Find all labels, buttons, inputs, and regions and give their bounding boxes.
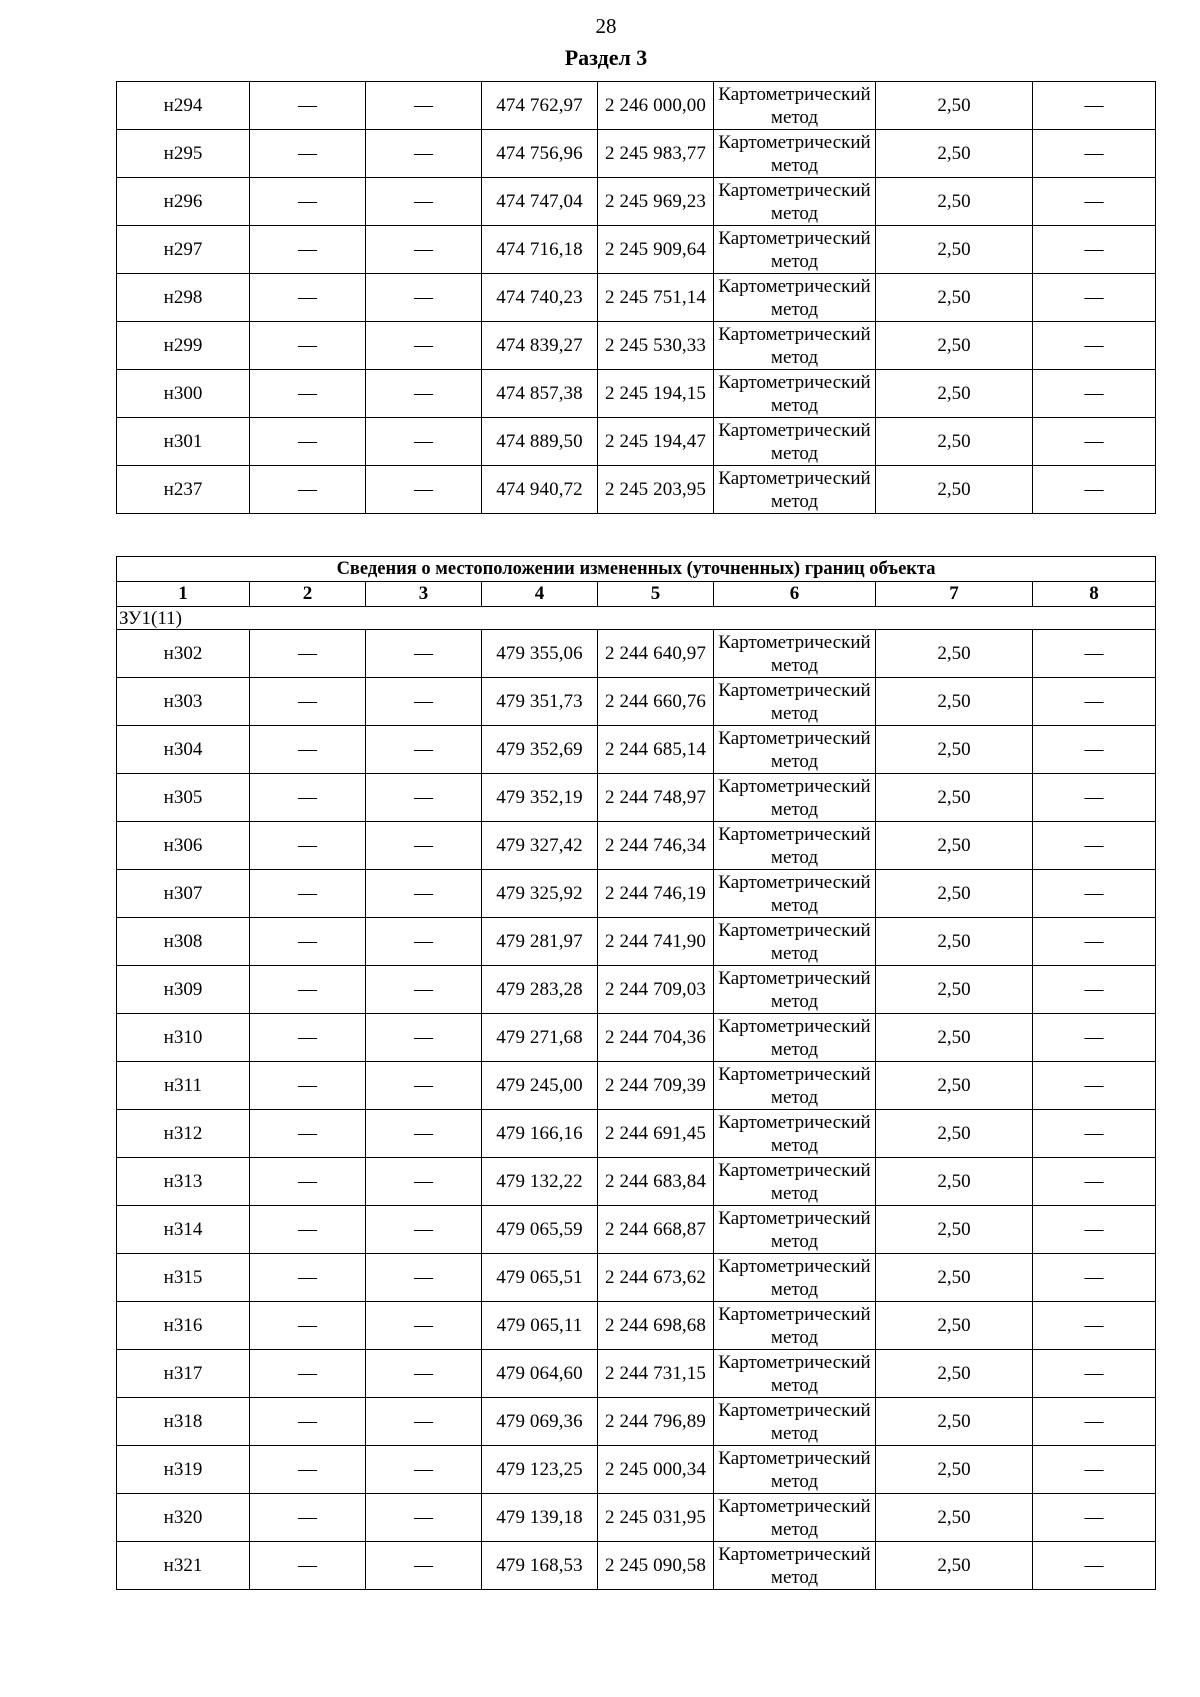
old-x-cell: — bbox=[250, 1158, 366, 1206]
x-coordinate-cell: 474 940,72 bbox=[482, 466, 598, 514]
y-coordinate-cell: 2 244 796,89 bbox=[598, 1398, 714, 1446]
column-number: 3 bbox=[366, 582, 482, 607]
description-cell: — bbox=[1033, 966, 1156, 1014]
table-row bbox=[117, 370, 1156, 418]
point-name-cell: н310 bbox=[117, 1014, 250, 1062]
y-coordinate-cell: 2 244 746,34 bbox=[598, 822, 714, 870]
x-coordinate-cell: 474 889,50 bbox=[482, 418, 598, 466]
y-coordinate-cell: 2 244 741,90 bbox=[598, 918, 714, 966]
y-coordinate-cell: 2 245 031,95 bbox=[598, 1494, 714, 1542]
old-y-cell: — bbox=[366, 726, 482, 774]
x-coordinate-cell: 479 065,59 bbox=[482, 1206, 598, 1254]
old-x-cell: — bbox=[250, 1206, 366, 1254]
method-cell: Картометрический метод bbox=[714, 966, 876, 1014]
accuracy-cell: 2,50 bbox=[876, 226, 1033, 274]
method-cell: Картометрический метод bbox=[714, 822, 876, 870]
old-x-cell: — bbox=[250, 1494, 366, 1542]
accuracy-cell: 2,50 bbox=[876, 82, 1033, 130]
old-y-cell: — bbox=[366, 1158, 482, 1206]
column-number: 2 bbox=[250, 582, 366, 607]
old-y-cell: — bbox=[366, 418, 482, 466]
old-x-cell: — bbox=[250, 1062, 366, 1110]
old-x-cell: — bbox=[250, 1350, 366, 1398]
point-name-cell: н301 bbox=[117, 418, 250, 466]
object-label: ЗУ1(11) bbox=[117, 607, 1156, 630]
table-row bbox=[117, 178, 1156, 226]
y-coordinate-cell: 2 245 751,14 bbox=[598, 274, 714, 322]
point-name-cell: н315 bbox=[117, 1254, 250, 1302]
page-number: 28 bbox=[595, 14, 617, 38]
description-cell: — bbox=[1033, 178, 1156, 226]
old-y-cell: — bbox=[366, 966, 482, 1014]
old-x-cell: — bbox=[250, 1542, 366, 1590]
old-y-cell: — bbox=[366, 822, 482, 870]
old-x-cell: — bbox=[250, 1302, 366, 1350]
x-coordinate-cell: 479 166,16 bbox=[482, 1110, 598, 1158]
y-coordinate-cell: 2 244 640,97 bbox=[598, 630, 714, 678]
accuracy-cell: 2,50 bbox=[876, 966, 1033, 1014]
accuracy-cell: 2,50 bbox=[876, 130, 1033, 178]
method-cell: Картометрический метод bbox=[714, 1350, 876, 1398]
old-x-cell: — bbox=[250, 226, 366, 274]
description-cell: — bbox=[1033, 1542, 1156, 1590]
accuracy-cell: 2,50 bbox=[876, 370, 1033, 418]
table-row bbox=[117, 1302, 1156, 1350]
old-x-cell: — bbox=[250, 630, 366, 678]
x-coordinate-cell: 479 283,28 bbox=[482, 966, 598, 1014]
column-number: 4 bbox=[482, 582, 598, 607]
accuracy-cell: 2,50 bbox=[876, 630, 1033, 678]
x-coordinate-cell: 474 756,96 bbox=[482, 130, 598, 178]
old-x-cell: — bbox=[250, 966, 366, 1014]
method-cell: Картометрический метод bbox=[714, 274, 876, 322]
boundaries-table bbox=[116, 556, 1156, 1590]
accuracy-cell: 2,50 bbox=[876, 178, 1033, 226]
description-cell: — bbox=[1033, 726, 1156, 774]
old-y-cell: — bbox=[366, 1542, 482, 1590]
old-y-cell: — bbox=[366, 322, 482, 370]
description-cell: — bbox=[1033, 1302, 1156, 1350]
method-cell: Картометрический метод bbox=[714, 918, 876, 966]
old-x-cell: — bbox=[250, 1254, 366, 1302]
description-cell: — bbox=[1033, 1014, 1156, 1062]
method-cell: Картометрический метод bbox=[714, 678, 876, 726]
description-cell: — bbox=[1033, 1206, 1156, 1254]
accuracy-cell: 2,50 bbox=[876, 1302, 1033, 1350]
method-cell: Картометрический метод bbox=[714, 466, 876, 514]
y-coordinate-cell: 2 245 530,33 bbox=[598, 322, 714, 370]
old-y-cell: — bbox=[366, 1014, 482, 1062]
x-coordinate-cell: 474 716,18 bbox=[482, 226, 598, 274]
accuracy-cell: 2,50 bbox=[876, 1254, 1033, 1302]
point-name-cell: н300 bbox=[117, 370, 250, 418]
old-y-cell: — bbox=[366, 774, 482, 822]
column-number: 8 bbox=[1033, 582, 1156, 607]
old-x-cell: — bbox=[250, 870, 366, 918]
description-cell: — bbox=[1033, 1398, 1156, 1446]
y-coordinate-cell: 2 245 194,47 bbox=[598, 418, 714, 466]
x-coordinate-cell: 474 839,27 bbox=[482, 322, 598, 370]
point-name-cell: н314 bbox=[117, 1206, 250, 1254]
old-x-cell: — bbox=[250, 130, 366, 178]
accuracy-cell: 2,50 bbox=[876, 466, 1033, 514]
description-cell: — bbox=[1033, 1110, 1156, 1158]
table-row bbox=[117, 1014, 1156, 1062]
old-y-cell: — bbox=[366, 1302, 482, 1350]
y-coordinate-cell: 2 246 000,00 bbox=[598, 82, 714, 130]
accuracy-cell: 2,50 bbox=[876, 822, 1033, 870]
table-row bbox=[117, 1110, 1156, 1158]
y-coordinate-cell: 2 245 203,95 bbox=[598, 466, 714, 514]
table-caption-row bbox=[117, 557, 1156, 582]
point-name-cell: н312 bbox=[117, 1110, 250, 1158]
point-name-cell: н296 bbox=[117, 178, 250, 226]
x-coordinate-cell: 479 065,11 bbox=[482, 1302, 598, 1350]
old-y-cell: — bbox=[366, 630, 482, 678]
point-name-cell: н308 bbox=[117, 918, 250, 966]
table-row bbox=[117, 1158, 1156, 1206]
point-name-cell: н298 bbox=[117, 274, 250, 322]
method-cell: Картометрический метод bbox=[714, 1014, 876, 1062]
old-y-cell: — bbox=[366, 226, 482, 274]
table-row bbox=[117, 822, 1156, 870]
method-cell: Картометрический метод bbox=[714, 130, 876, 178]
y-coordinate-cell: 2 244 668,87 bbox=[598, 1206, 714, 1254]
description-cell: — bbox=[1033, 678, 1156, 726]
description-cell: — bbox=[1033, 918, 1156, 966]
y-coordinate-cell: 2 245 909,64 bbox=[598, 226, 714, 274]
accuracy-cell: 2,50 bbox=[876, 1494, 1033, 1542]
table-row bbox=[117, 678, 1156, 726]
table-row bbox=[117, 774, 1156, 822]
y-coordinate-cell: 2 244 748,97 bbox=[598, 774, 714, 822]
y-coordinate-cell: 2 244 709,03 bbox=[598, 966, 714, 1014]
point-name-cell: н303 bbox=[117, 678, 250, 726]
accuracy-cell: 2,50 bbox=[876, 1350, 1033, 1398]
method-cell: Картометрический метод bbox=[714, 226, 876, 274]
point-name-cell: н304 bbox=[117, 726, 250, 774]
table-row bbox=[117, 322, 1156, 370]
accuracy-cell: 2,50 bbox=[876, 1542, 1033, 1590]
x-coordinate-cell: 479 352,19 bbox=[482, 774, 598, 822]
old-x-cell: — bbox=[250, 678, 366, 726]
y-coordinate-cell: 2 244 731,15 bbox=[598, 1350, 714, 1398]
x-coordinate-cell: 479 271,68 bbox=[482, 1014, 598, 1062]
column-number: 1 bbox=[117, 582, 250, 607]
accuracy-cell: 2,50 bbox=[876, 1446, 1033, 1494]
y-coordinate-cell: 2 245 983,77 bbox=[598, 130, 714, 178]
old-y-cell: — bbox=[366, 130, 482, 178]
description-cell: — bbox=[1033, 322, 1156, 370]
table-row bbox=[117, 1398, 1156, 1446]
old-y-cell: — bbox=[366, 1350, 482, 1398]
continuation-table bbox=[116, 81, 1156, 514]
accuracy-cell: 2,50 bbox=[876, 870, 1033, 918]
description-cell: — bbox=[1033, 870, 1156, 918]
old-x-cell: — bbox=[250, 1014, 366, 1062]
x-coordinate-cell: 479 069,36 bbox=[482, 1398, 598, 1446]
x-coordinate-cell: 479 325,92 bbox=[482, 870, 598, 918]
description-cell: — bbox=[1033, 1350, 1156, 1398]
accuracy-cell: 2,50 bbox=[876, 322, 1033, 370]
point-name-cell: н321 bbox=[117, 1542, 250, 1590]
y-coordinate-cell: 2 244 746,19 bbox=[598, 870, 714, 918]
old-y-cell: — bbox=[366, 1062, 482, 1110]
x-coordinate-cell: 479 281,97 bbox=[482, 918, 598, 966]
table-row bbox=[117, 466, 1156, 514]
point-name-cell: н299 bbox=[117, 322, 250, 370]
method-cell: Картометрический метод bbox=[714, 1302, 876, 1350]
old-x-cell: — bbox=[250, 918, 366, 966]
old-x-cell: — bbox=[250, 274, 366, 322]
table-row bbox=[117, 82, 1156, 130]
old-x-cell: — bbox=[250, 822, 366, 870]
x-coordinate-cell: 479 352,69 bbox=[482, 726, 598, 774]
point-name-cell: н316 bbox=[117, 1302, 250, 1350]
table-row bbox=[117, 1062, 1156, 1110]
method-cell: Картометрический метод bbox=[714, 178, 876, 226]
old-x-cell: — bbox=[250, 82, 366, 130]
method-cell: Картометрический метод bbox=[714, 1158, 876, 1206]
point-name-cell: н306 bbox=[117, 822, 250, 870]
column-number: 6 bbox=[714, 582, 876, 607]
y-coordinate-cell: 2 245 000,34 bbox=[598, 1446, 714, 1494]
table-row bbox=[117, 130, 1156, 178]
x-coordinate-cell: 479 064,60 bbox=[482, 1350, 598, 1398]
accuracy-cell: 2,50 bbox=[876, 1398, 1033, 1446]
method-cell: Картометрический метод bbox=[714, 1206, 876, 1254]
x-coordinate-cell: 479 123,25 bbox=[482, 1446, 598, 1494]
description-cell: — bbox=[1033, 274, 1156, 322]
method-cell: Картометрический метод bbox=[714, 1494, 876, 1542]
method-cell: Картометрический метод bbox=[714, 1542, 876, 1590]
old-x-cell: — bbox=[250, 370, 366, 418]
y-coordinate-cell: 2 244 673,62 bbox=[598, 1254, 714, 1302]
old-y-cell: — bbox=[366, 1254, 482, 1302]
column-number: 5 bbox=[598, 582, 714, 607]
x-coordinate-cell: 474 857,38 bbox=[482, 370, 598, 418]
accuracy-cell: 2,50 bbox=[876, 418, 1033, 466]
old-x-cell: — bbox=[250, 1110, 366, 1158]
old-x-cell: — bbox=[250, 418, 366, 466]
description-cell: — bbox=[1033, 1158, 1156, 1206]
method-cell: Картометрический метод bbox=[714, 370, 876, 418]
description-cell: — bbox=[1033, 1446, 1156, 1494]
accuracy-cell: 2,50 bbox=[876, 1158, 1033, 1206]
y-coordinate-cell: 2 244 660,76 bbox=[598, 678, 714, 726]
old-x-cell: — bbox=[250, 774, 366, 822]
method-cell: Картометрический метод bbox=[714, 1446, 876, 1494]
table-row bbox=[117, 1494, 1156, 1542]
description-cell: — bbox=[1033, 1254, 1156, 1302]
x-coordinate-cell: 479 351,73 bbox=[482, 678, 598, 726]
old-y-cell: — bbox=[366, 466, 482, 514]
old-x-cell: — bbox=[250, 1398, 366, 1446]
table-row bbox=[117, 226, 1156, 274]
old-x-cell: — bbox=[250, 178, 366, 226]
point-name-cell: н302 bbox=[117, 630, 250, 678]
table-row bbox=[117, 1542, 1156, 1590]
description-cell: — bbox=[1033, 130, 1156, 178]
old-x-cell: — bbox=[250, 322, 366, 370]
table-row bbox=[117, 1350, 1156, 1398]
y-coordinate-cell: 2 245 090,58 bbox=[598, 1542, 714, 1590]
y-coordinate-cell: 2 244 704,36 bbox=[598, 1014, 714, 1062]
description-cell: — bbox=[1033, 226, 1156, 274]
table-row bbox=[117, 1254, 1156, 1302]
point-name-cell: н237 bbox=[117, 466, 250, 514]
table-row bbox=[117, 418, 1156, 466]
description-cell: — bbox=[1033, 82, 1156, 130]
y-coordinate-cell: 2 245 194,15 bbox=[598, 370, 714, 418]
y-coordinate-cell: 2 244 683,84 bbox=[598, 1158, 714, 1206]
method-cell: Картометрический метод bbox=[714, 82, 876, 130]
description-cell: — bbox=[1033, 822, 1156, 870]
description-cell: — bbox=[1033, 774, 1156, 822]
old-y-cell: — bbox=[366, 370, 482, 418]
table-row bbox=[117, 1206, 1156, 1254]
point-name-cell: н318 bbox=[117, 1398, 250, 1446]
x-coordinate-cell: 479 168,53 bbox=[482, 1542, 598, 1590]
column-number: 7 bbox=[876, 582, 1033, 607]
point-name-cell: н311 bbox=[117, 1062, 250, 1110]
table-row bbox=[117, 630, 1156, 678]
description-cell: — bbox=[1033, 466, 1156, 514]
accuracy-cell: 2,50 bbox=[876, 1014, 1033, 1062]
table-row bbox=[117, 870, 1156, 918]
point-name-cell: н305 bbox=[117, 774, 250, 822]
x-coordinate-cell: 474 762,97 bbox=[482, 82, 598, 130]
method-cell: Картометрический метод bbox=[714, 726, 876, 774]
point-name-cell: н317 bbox=[117, 1350, 250, 1398]
old-y-cell: — bbox=[366, 918, 482, 966]
y-coordinate-cell: 2 244 709,39 bbox=[598, 1062, 714, 1110]
accuracy-cell: 2,50 bbox=[876, 726, 1033, 774]
method-cell: Картометрический метод bbox=[714, 418, 876, 466]
x-coordinate-cell: 479 139,18 bbox=[482, 1494, 598, 1542]
method-cell: Картометрический метод bbox=[714, 322, 876, 370]
method-cell: Картометрический метод bbox=[714, 1062, 876, 1110]
old-y-cell: — bbox=[366, 1494, 482, 1542]
point-name-cell: н294 bbox=[117, 82, 250, 130]
method-cell: Картометрический метод bbox=[714, 1110, 876, 1158]
x-coordinate-cell: 479 327,42 bbox=[482, 822, 598, 870]
accuracy-cell: 2,50 bbox=[876, 1062, 1033, 1110]
description-cell: — bbox=[1033, 1062, 1156, 1110]
table-row bbox=[117, 1446, 1156, 1494]
y-coordinate-cell: 2 244 698,68 bbox=[598, 1302, 714, 1350]
old-y-cell: — bbox=[366, 1398, 482, 1446]
object-label-row bbox=[117, 607, 1156, 630]
method-cell: Картометрический метод bbox=[714, 1398, 876, 1446]
old-x-cell: — bbox=[250, 466, 366, 514]
table-row bbox=[117, 726, 1156, 774]
old-y-cell: — bbox=[366, 870, 482, 918]
method-cell: Картометрический метод bbox=[714, 630, 876, 678]
accuracy-cell: 2,50 bbox=[876, 1110, 1033, 1158]
point-name-cell: н297 bbox=[117, 226, 250, 274]
point-name-cell: н319 bbox=[117, 1446, 250, 1494]
accuracy-cell: 2,50 bbox=[876, 678, 1033, 726]
x-coordinate-cell: 474 740,23 bbox=[482, 274, 598, 322]
old-y-cell: — bbox=[366, 82, 482, 130]
old-y-cell: — bbox=[366, 1446, 482, 1494]
point-name-cell: н313 bbox=[117, 1158, 250, 1206]
description-cell: — bbox=[1033, 370, 1156, 418]
table-row bbox=[117, 274, 1156, 322]
description-cell: — bbox=[1033, 630, 1156, 678]
column-number-row bbox=[117, 582, 1156, 607]
old-x-cell: — bbox=[250, 726, 366, 774]
y-coordinate-cell: 2 244 691,45 bbox=[598, 1110, 714, 1158]
x-coordinate-cell: 479 355,06 bbox=[482, 630, 598, 678]
table-row bbox=[117, 966, 1156, 1014]
point-name-cell: н320 bbox=[117, 1494, 250, 1542]
y-coordinate-cell: 2 245 969,23 bbox=[598, 178, 714, 226]
old-y-cell: — bbox=[366, 178, 482, 226]
method-cell: Картометрический метод bbox=[714, 774, 876, 822]
method-cell: Картометрический метод bbox=[714, 870, 876, 918]
point-name-cell: н295 bbox=[117, 130, 250, 178]
old-y-cell: — bbox=[366, 274, 482, 322]
old-y-cell: — bbox=[366, 1206, 482, 1254]
old-x-cell: — bbox=[250, 1446, 366, 1494]
x-coordinate-cell: 479 065,51 bbox=[482, 1254, 598, 1302]
table-caption: Сведения о местоположении измененных (уточненных) границ объекта bbox=[117, 557, 1156, 582]
x-coordinate-cell: 479 132,22 bbox=[482, 1158, 598, 1206]
table-row bbox=[117, 918, 1156, 966]
accuracy-cell: 2,50 bbox=[876, 1206, 1033, 1254]
x-coordinate-cell: 479 245,00 bbox=[482, 1062, 598, 1110]
continuation-table-body bbox=[117, 82, 1156, 514]
description-cell: — bbox=[1033, 1494, 1156, 1542]
accuracy-cell: 2,50 bbox=[876, 774, 1033, 822]
point-name-cell: н307 bbox=[117, 870, 250, 918]
boundaries-table-body bbox=[117, 557, 1156, 1590]
x-coordinate-cell: 474 747,04 bbox=[482, 178, 598, 226]
accuracy-cell: 2,50 bbox=[876, 918, 1033, 966]
method-cell: Картометрический метод bbox=[714, 1254, 876, 1302]
description-cell: — bbox=[1033, 418, 1156, 466]
point-name-cell: н309 bbox=[117, 966, 250, 1014]
y-coordinate-cell: 2 244 685,14 bbox=[598, 726, 714, 774]
accuracy-cell: 2,50 bbox=[876, 274, 1033, 322]
old-y-cell: — bbox=[366, 1110, 482, 1158]
section-title: Раздел 3 bbox=[564, 45, 648, 70]
old-y-cell: — bbox=[366, 678, 482, 726]
